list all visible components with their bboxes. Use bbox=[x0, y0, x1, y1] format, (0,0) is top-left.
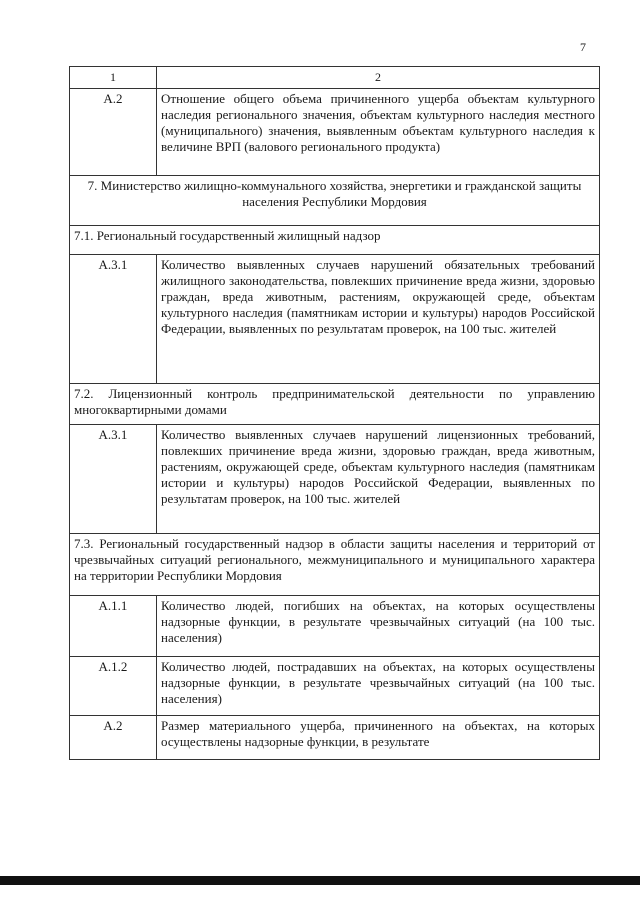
indicator-description: Размер материального ущерба, причиненного на объектах, на которых осуществлены надзорные функции, в результате bbox=[157, 716, 600, 760]
indicator-code: А.2 bbox=[70, 89, 157, 176]
table-row bbox=[70, 255, 600, 384]
page-number: 7 bbox=[580, 40, 586, 54]
scan-bottom-edge bbox=[0, 876, 640, 885]
indicator-code: А.2 bbox=[70, 716, 157, 760]
table-row bbox=[70, 596, 600, 657]
section-row bbox=[70, 384, 600, 425]
indicator-code: А.3.1 bbox=[70, 255, 157, 384]
indicator-description: Количество выявленных случаев нарушений обязательных требований жилищного законодательства, повлекших причинение вреда жизни, здоровью граждан, вреда животным, растениям, окружающей среде, объектам культурного наследия (памятникам истории и культуры) народов Российской Федерации, выявленных по результатам проверок, на 100 тыс. жителей bbox=[157, 255, 600, 384]
header-col-2: 2 bbox=[157, 67, 600, 89]
indicator-description: Количество людей, погибших на объектах, на которых осуществлены надзорные функции, в результате чрезвычайных ситуаций (на 100 тыс. населения) bbox=[157, 596, 600, 657]
section-row bbox=[70, 226, 600, 255]
section-title-7-1: 7.1. Региональный государственный жилищный надзор bbox=[70, 226, 600, 255]
table-header-row bbox=[70, 67, 600, 89]
table-row bbox=[70, 716, 600, 760]
indicator-description: Количество людей, пострадавших на объектах, на которых осуществлены надзорные функции, в результате чрезвычайных ситуаций (на 100 тыс. населения) bbox=[157, 657, 600, 716]
section-row bbox=[70, 534, 600, 596]
indicator-code: А.1.2 bbox=[70, 657, 157, 716]
section-title-7-3: 7.3. Региональный государственный надзор в области защиты населения и территорий от чрезвычайных ситуаций регионального, межмуниципального и муниципального характера на территории Республики Мордовия bbox=[70, 534, 600, 596]
indicator-code: А.3.1 bbox=[70, 425, 157, 534]
indicator-description: Отношение общего объема причиненного ущерба объектам культурного наследия регионального значения, объектам культурного наследия местного (муниципального) значения, выявленным объектам культурного наследия к величине ВРП (валового регионального продукта) bbox=[157, 89, 600, 176]
section-title-7-2: 7.2. Лицензионный контроль предпринимательской деятельности по управлению многоквартирными домами bbox=[70, 384, 600, 425]
table-row bbox=[70, 425, 600, 534]
indicators-table bbox=[69, 66, 600, 760]
indicator-code: А.1.1 bbox=[70, 596, 157, 657]
ministry-title: 7. Министерство жилищно-коммунального хозяйства, энергетики и гражданской защиты населения Республики Мордовия bbox=[70, 176, 600, 226]
header-col-1: 1 bbox=[70, 67, 157, 89]
ministry-row bbox=[70, 176, 600, 226]
indicator-description: Количество выявленных случаев нарушений лицензионных требований, повлекших причинение вреда жизни, здоровью граждан, вреда животным, растениям, окружающей среде, объектам культурного наследия (памятникам истории и культуры) народов Российской Федерации, выявленных по результатам проверок, на 100 тыс. жителей bbox=[157, 425, 600, 534]
table-row bbox=[70, 89, 600, 176]
table-row bbox=[70, 657, 600, 716]
